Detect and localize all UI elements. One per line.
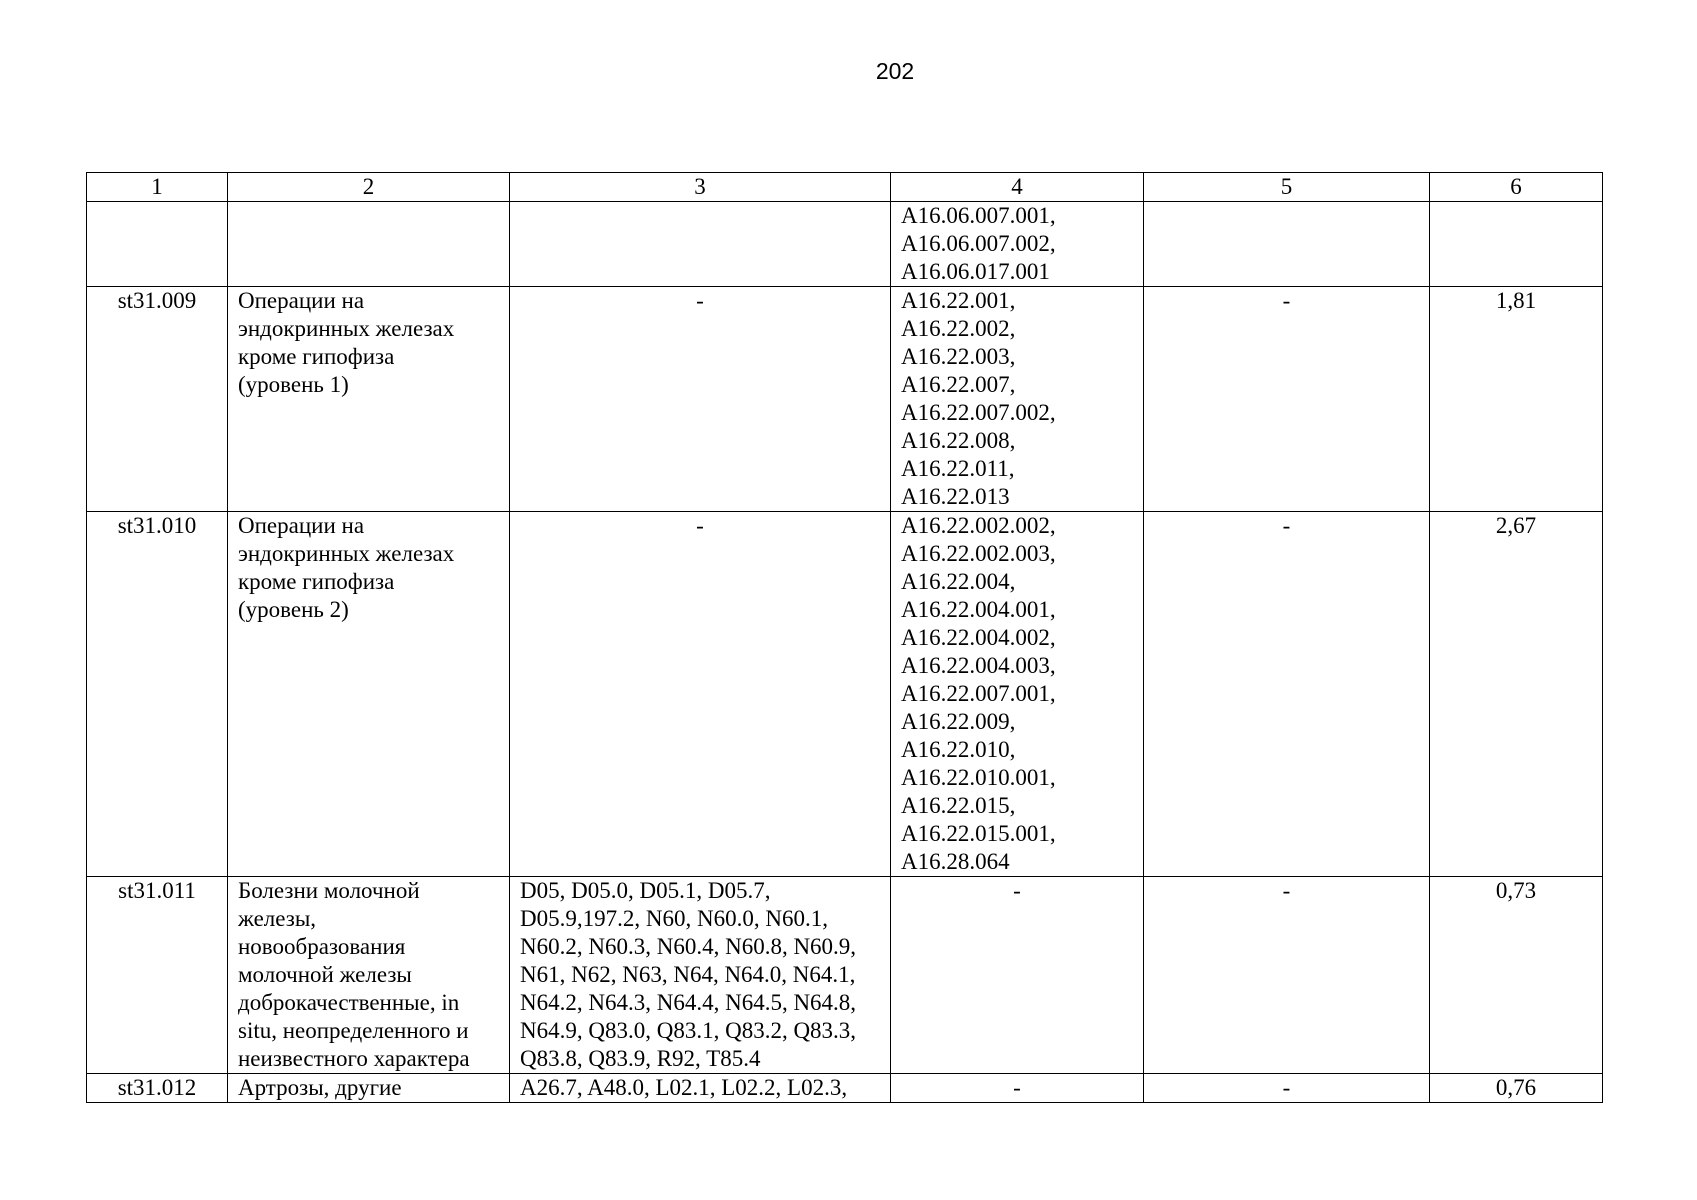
row-name: Болезни молочной железы, новообразования молочной железы доброкачественные, in situ, неопределенного и неизвестного характера — [228, 877, 510, 1074]
row-diagnoses: D05, D05.0, D05.1, D05.7, D05.9,197.2, N60, N60.0, N60.1, N60.2, N60.3, N60.4, N60.8, N60.9, N61, N62, N63, N64, N64.0, N64.1, N64.2, N64.3, N64.4, N64.5, N64.8, N64.9, Q83.0, Q83.1, Q83.2, Q83.3, Q83.8, Q83.9, R92, T85.4 — [510, 877, 891, 1074]
row-diagnoses: - — [510, 287, 891, 512]
row-diagnoses: A26.7, A48.0, L02.1, L02.2, L02.3, — [510, 1074, 891, 1103]
table-header-row — [87, 173, 1603, 202]
table-row — [87, 512, 1603, 877]
row-extra: - — [1144, 287, 1430, 512]
row-code — [87, 202, 228, 287]
column-header: 1 — [87, 173, 228, 202]
column-header: 4 — [891, 173, 1144, 202]
row-name: Артрозы, другие — [228, 1074, 510, 1103]
row-code: st31.012 — [87, 1074, 228, 1103]
row-code: st31.010 — [87, 512, 228, 877]
row-name — [228, 202, 510, 287]
row-diagnoses: - — [510, 512, 891, 877]
table-row — [87, 287, 1603, 512]
row-coefficient: 0,73 — [1430, 877, 1603, 1074]
page-number: 202 — [875, 58, 915, 84]
row-diagnoses — [510, 202, 891, 287]
row-services: A16.06.007.001, A16.06.007.002, A16.06.017.001 — [891, 202, 1144, 287]
row-coefficient: 1,81 — [1430, 287, 1603, 512]
row-coefficient: 2,67 — [1430, 512, 1603, 877]
column-header: 5 — [1144, 173, 1430, 202]
row-extra: - — [1144, 877, 1430, 1074]
column-header: 6 — [1430, 173, 1603, 202]
table-row — [87, 1074, 1603, 1103]
row-services: - — [891, 1074, 1144, 1103]
row-coefficient — [1430, 202, 1603, 287]
table-row — [87, 877, 1603, 1074]
row-extra: - — [1144, 1074, 1430, 1103]
row-name: Операции на эндокринных железах кроме гипофиза (уровень 1) — [228, 287, 510, 512]
row-code: st31.011 — [87, 877, 228, 1074]
column-header: 3 — [510, 173, 891, 202]
row-coefficient: 0,76 — [1430, 1074, 1603, 1103]
tariff-table — [86, 172, 1603, 1103]
row-extra: - — [1144, 512, 1430, 877]
row-extra — [1144, 202, 1430, 287]
row-services: - — [891, 877, 1144, 1074]
row-name: Операции на эндокринных железах кроме гипофиза (уровень 2) — [228, 512, 510, 877]
table-row — [87, 202, 1603, 287]
row-code: st31.009 — [87, 287, 228, 512]
row-services: A16.22.001, A16.22.002, A16.22.003, A16.22.007, A16.22.007.002, A16.22.008, A16.22.011, A16.22.013 — [891, 287, 1144, 512]
row-services: A16.22.002.002, A16.22.002.003, A16.22.004, A16.22.004.001, A16.22.004.002, A16.22.004.003, A16.22.007.001, A16.22.009, A16.22.010, A16.22.010.001, A16.22.015, A16.22.015.001, A16.28.064 — [891, 512, 1144, 877]
column-header: 2 — [228, 173, 510, 202]
